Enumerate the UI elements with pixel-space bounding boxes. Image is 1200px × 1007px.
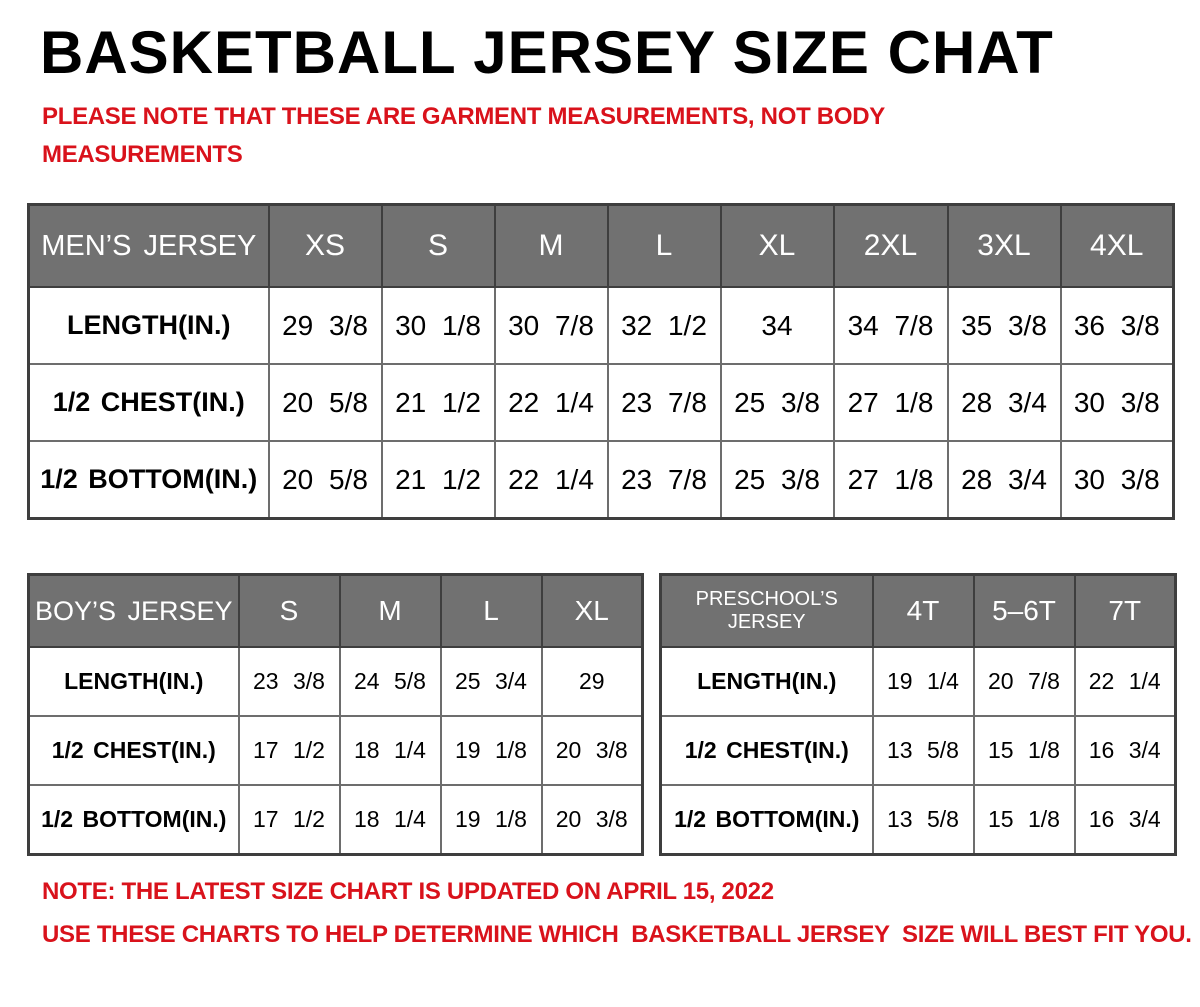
size-value-cell: 19 1/8 xyxy=(441,716,542,785)
row-label: 1/2 BOTTOM(IN.) xyxy=(29,441,269,519)
table-row xyxy=(29,364,1174,441)
size-value-cell: 16 3/4 xyxy=(1075,785,1176,855)
garment-measurement-note: PLEASE NOTE THAT THESE ARE GARMENT MEASUREMENTS, NOT BODY MEASUREMENTS xyxy=(42,103,891,169)
table-row xyxy=(29,716,643,785)
size-value-cell: 20 7/8 xyxy=(974,647,1075,716)
preschool-jersey-table xyxy=(659,573,1177,856)
size-value-cell: 28 3/4 xyxy=(948,441,1061,519)
size-value-cell: 25 3/8 xyxy=(721,364,834,441)
table-header-row xyxy=(29,205,1174,288)
table-row xyxy=(29,441,1174,519)
size-column-header: L xyxy=(441,575,542,648)
size-value-cell: 17 1/2 xyxy=(239,785,340,855)
row-label: LENGTH(IN.) xyxy=(29,287,269,364)
size-value-cell: 15 1/8 xyxy=(974,785,1075,855)
table-header-row xyxy=(29,575,643,648)
size-column-header: 4XL xyxy=(1061,205,1174,288)
size-value-cell: 23 7/8 xyxy=(608,441,721,519)
size-value-cell: 30 7/8 xyxy=(495,287,608,364)
size-value-cell: 17 1/2 xyxy=(239,716,340,785)
size-value-cell: 27 1/8 xyxy=(834,364,948,441)
size-value-cell: 27 1/8 xyxy=(834,441,948,519)
size-value-cell: 20 5/8 xyxy=(269,364,382,441)
size-value-cell: 34 xyxy=(721,287,834,364)
size-value-cell: 25 3/4 xyxy=(441,647,542,716)
size-column-header: M xyxy=(495,205,608,288)
size-value-cell: 23 7/8 xyxy=(608,364,721,441)
size-value-cell: 18 1/4 xyxy=(340,716,441,785)
size-value-cell: 36 3/8 xyxy=(1061,287,1174,364)
size-value-cell: 29 xyxy=(542,647,643,716)
size-column-header: 7T xyxy=(1075,575,1176,648)
size-column-header: XL xyxy=(721,205,834,288)
size-value-cell: 13 5/8 xyxy=(873,716,974,785)
size-value-cell: 22 1/4 xyxy=(495,364,608,441)
table-title-cell: PRESCHOOL’S JERSEY xyxy=(661,575,873,648)
table-row xyxy=(29,785,643,855)
size-value-cell: 20 5/8 xyxy=(269,441,382,519)
row-label: 1/2 CHEST(IN.) xyxy=(29,716,239,785)
row-label: 1/2 BOTTOM(IN.) xyxy=(661,785,873,855)
row-label: 1/2 CHEST(IN.) xyxy=(29,364,269,441)
size-value-cell: 20 3/8 xyxy=(542,785,643,855)
size-value-cell: 18 1/4 xyxy=(340,785,441,855)
size-column-header: XL xyxy=(542,575,643,648)
usage-note: USE THESE CHARTS TO HELP DETERMINE WHICH BASKETBALL JERSEY SIZE WILL BEST FIT YOU. xyxy=(42,921,1192,948)
size-value-cell: 30 1/8 xyxy=(382,287,495,364)
size-value-cell: 21 1/2 xyxy=(382,364,495,441)
table-row xyxy=(661,716,1176,785)
size-value-cell: 22 1/4 xyxy=(1075,647,1176,716)
size-column-header: 2XL xyxy=(834,205,948,288)
row-label: LENGTH(IN.) xyxy=(661,647,873,716)
size-value-cell: 32 1/2 xyxy=(608,287,721,364)
size-value-cell: 19 1/8 xyxy=(441,785,542,855)
size-value-cell: 34 7/8 xyxy=(834,287,948,364)
table-row xyxy=(661,647,1176,716)
size-column-header: M xyxy=(340,575,441,648)
table-header-row xyxy=(661,575,1176,648)
table-title-cell: MEN’S JERSEY xyxy=(29,205,269,288)
update-date-note: NOTE: THE LATEST SIZE CHART IS UPDATED ON APRIL 15, 2022 xyxy=(42,878,774,905)
size-value-cell: 30 3/8 xyxy=(1061,441,1174,519)
size-column-header: S xyxy=(382,205,495,288)
row-label: 1/2 BOTTOM(IN.) xyxy=(29,785,239,855)
row-label: 1/2 CHEST(IN.) xyxy=(661,716,873,785)
row-label: LENGTH(IN.) xyxy=(29,647,239,716)
boys-jersey-table xyxy=(27,573,644,856)
size-value-cell: 23 3/8 xyxy=(239,647,340,716)
size-value-cell: 20 3/8 xyxy=(542,716,643,785)
size-column-header: XS xyxy=(269,205,382,288)
size-value-cell: 28 3/4 xyxy=(948,364,1061,441)
size-value-cell: 16 3/4 xyxy=(1075,716,1176,785)
size-value-cell: 29 3/8 xyxy=(269,287,382,364)
size-column-header: 4T xyxy=(873,575,974,648)
size-value-cell: 15 1/8 xyxy=(974,716,1075,785)
table-row xyxy=(29,287,1174,364)
size-value-cell: 24 5/8 xyxy=(340,647,441,716)
size-value-cell: 13 5/8 xyxy=(873,785,974,855)
page-title: BASKETBALL JERSEY SIZE CHAT xyxy=(40,19,1054,86)
size-column-header: 5–6T xyxy=(974,575,1075,648)
size-value-cell: 30 3/8 xyxy=(1061,364,1174,441)
size-column-header: 3XL xyxy=(948,205,1061,288)
mens-jersey-table xyxy=(27,203,1175,520)
size-value-cell: 21 1/2 xyxy=(382,441,495,519)
table-row xyxy=(661,785,1176,855)
size-column-header: S xyxy=(239,575,340,648)
table-title-cell: BOY’S JERSEY xyxy=(29,575,239,648)
size-value-cell: 25 3/8 xyxy=(721,441,834,519)
size-column-header: L xyxy=(608,205,721,288)
size-value-cell: 19 1/4 xyxy=(873,647,974,716)
size-value-cell: 22 1/4 xyxy=(495,441,608,519)
table-row xyxy=(29,647,643,716)
size-value-cell: 35 3/8 xyxy=(948,287,1061,364)
